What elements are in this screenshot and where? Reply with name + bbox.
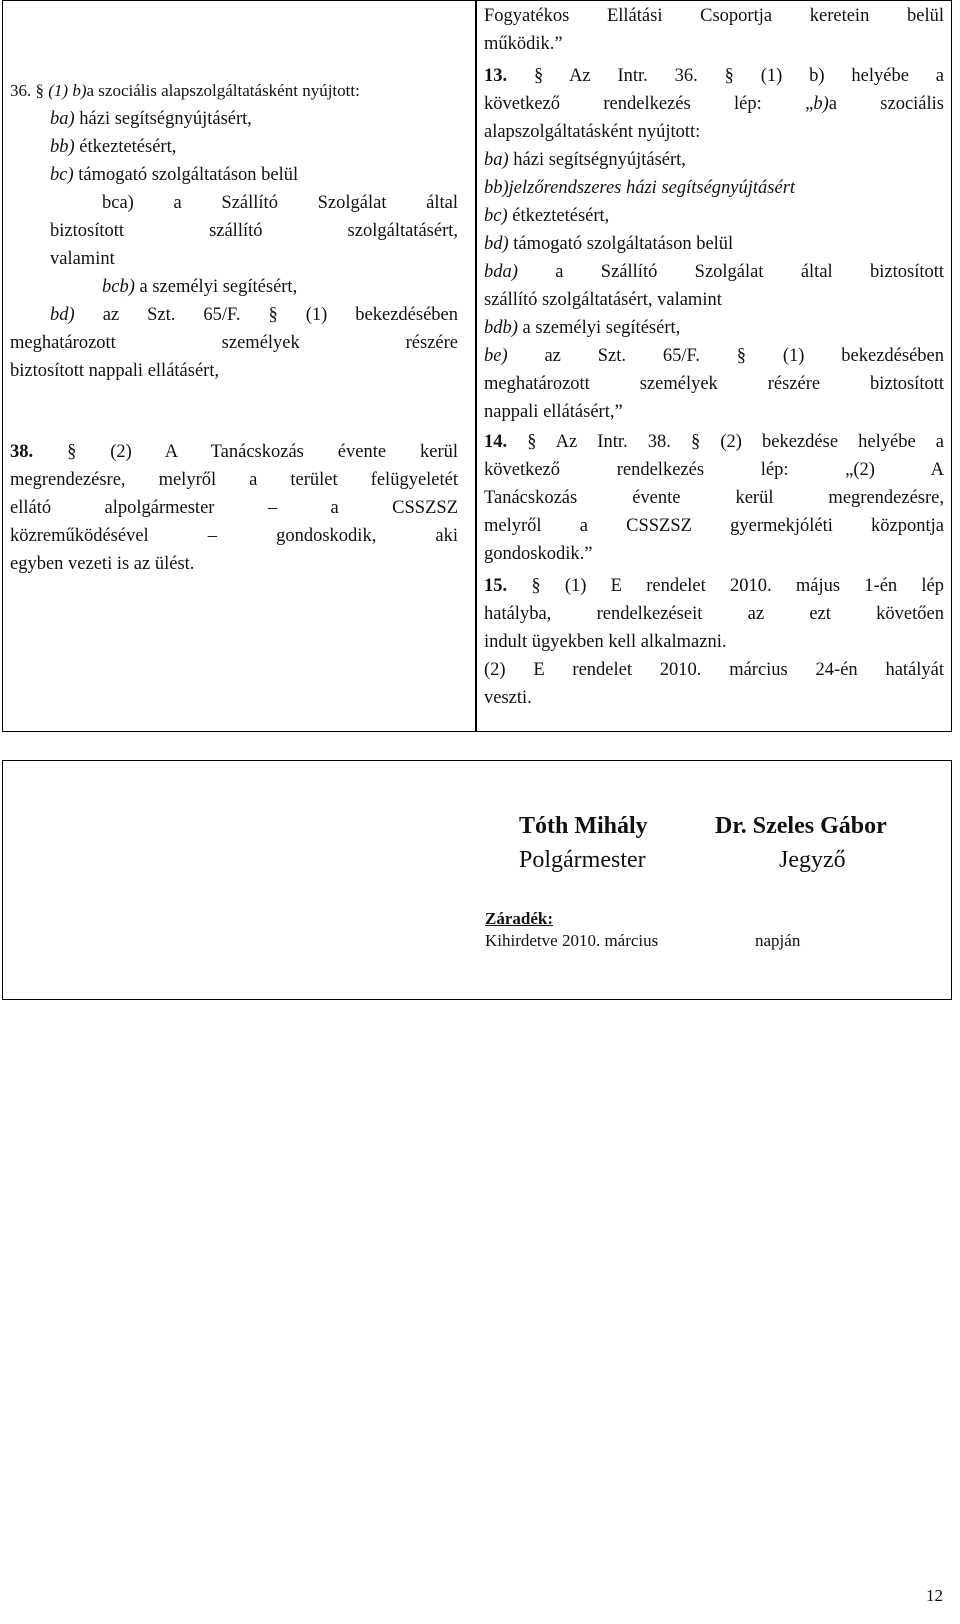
p13-item-bda (484, 258, 944, 287)
section-number: 36. (10, 81, 32, 100)
paragraph-text: a szociális (828, 94, 944, 114)
paragraph-number: 15. (484, 576, 508, 596)
item-text: házi segítségnyújtásért, (79, 109, 252, 129)
paragraph-text: § Az Intr. 36. § (1) b) helyébe a (533, 66, 944, 86)
section-number: 38. (10, 442, 34, 462)
page-number: 12 (926, 1586, 943, 1605)
item-bc (50, 161, 298, 190)
section-38-line5: egyben vezeti is az ülést. (10, 554, 195, 574)
section-38-line3: ellátó alpolgármester – a CSSZSZ (10, 498, 458, 518)
p14-line5: gondoskodik.” (484, 544, 593, 564)
p15-line3: indult ügyekben kell alkalmazni. (484, 632, 727, 652)
announcement-text: Kihirdetve 2010. március (485, 931, 659, 950)
right-top-line2: működik.” (484, 34, 563, 54)
item-bca-line3: valamint (50, 249, 115, 269)
mayor-title: Polgármester (519, 847, 646, 873)
item-label: ba) (50, 109, 75, 129)
item-label: bda) (484, 262, 518, 282)
item-bb (50, 133, 176, 162)
item-bd-line1 (50, 301, 458, 330)
p13-line3: alapszolgáltatásként nyújtott: (484, 122, 701, 142)
intro-text: a szociális alapszolgáltatásként nyújtott: (86, 81, 360, 100)
paragraph-number: 13. (484, 66, 508, 86)
p13-item-bda-line2: szállító szolgáltatásért, valamint (484, 290, 722, 310)
section-38-line4: közreműködésével – gondoskodik, aki (10, 526, 458, 546)
section-38-line2: megrendezésre, melyről a terület felügyeletét (10, 470, 458, 490)
p13-line1 (484, 62, 944, 91)
section-sign: § (35, 81, 44, 100)
p13-line2 (484, 90, 944, 119)
item-text: házi segítségnyújtásért, (513, 150, 686, 170)
item-label: bc) (484, 206, 508, 226)
item-ba (50, 105, 252, 134)
p13-item-bd (484, 230, 733, 259)
item-text: az Szt. 65/F. § (1) bekezdésében (544, 346, 944, 366)
item-label: bd) (484, 234, 509, 254)
p15-line2: hatályba, rendelkezéseit az ezt követően (484, 604, 944, 624)
section-text: § (2) A Tanácskozás évente kerül (67, 442, 459, 462)
p15-line4: (2) E rendelet 2010. március 24-én hatályát (484, 660, 944, 680)
item-bcb (102, 273, 297, 302)
paragraph-text: § Az Intr. 38. § (2) bekezdése helyébe a (527, 432, 944, 452)
item-text: a személyi segítésért, (139, 277, 298, 297)
item-text: az Szt. 65/F. § (1) bekezdésében (102, 305, 458, 325)
notary-title: Jegyző (779, 847, 846, 873)
item-label: bd) (50, 305, 75, 325)
mayor-name: Tóth Mihály (519, 813, 648, 839)
item-text: étkeztetésért, (512, 206, 610, 226)
p13-item-bb: bb)jelzőrendszeres házi segítségnyújtásért (484, 178, 796, 198)
item-label: bcb) (102, 277, 135, 297)
item-bd-line3: biztosított nappali ellátásért, (10, 361, 220, 381)
item-label: bc) (50, 165, 74, 185)
right-top-line1: Fogyatékos Ellátási Csoportja keretein belül (484, 6, 944, 26)
p15-line5: veszti. (484, 688, 532, 708)
p13-item-be (484, 342, 944, 371)
item-bca-line2: biztosított szállító szolgáltatásért, (50, 221, 458, 241)
p15-line1 (484, 572, 944, 601)
item-text: a Szállító Szolgálat által biztosított (555, 262, 945, 282)
item-text: a személyi segítésért, (522, 318, 681, 338)
clause-label: Záradék: (485, 909, 553, 928)
p14-line2: következő rendelkezés lép: „(2) A (484, 460, 944, 480)
section-ref: (1) b) (48, 81, 87, 100)
item-label: ba) (484, 150, 509, 170)
p13-item-be-line2: meghatározott személyek részére biztosított (484, 374, 944, 394)
p13-item-bdb (484, 314, 680, 343)
p13-item-be-line3: nappali ellátásért,” (484, 402, 623, 422)
p14-line1 (484, 428, 944, 457)
section-38-line1 (10, 438, 458, 467)
section-36-intro (10, 80, 360, 102)
paragraph-text: § (1) E rendelet 2010. május 1-én lép (531, 576, 945, 596)
item-label: bb) (50, 137, 75, 157)
item-label: bdb) (484, 318, 518, 338)
p14-line3: Tanácskozás évente kerül megrendezésre, (484, 488, 944, 508)
notary-name: Dr. Szeles Gábor (715, 813, 887, 839)
item-text: támogató szolgáltatáson belül (513, 234, 734, 254)
p13-item-ba (484, 146, 686, 175)
item-text: étkeztetésért, (79, 137, 177, 157)
item-bca-line1: bca) a Szállító Szolgálat által (102, 193, 458, 213)
paragraph-number: 14. (484, 432, 508, 452)
announcement-day-suffix: napján (755, 931, 801, 950)
item-label: be) (484, 346, 508, 366)
p14-line4: melyről a CSSZSZ gyermekjóléti központja (484, 516, 944, 536)
item-bd-line2: meghatározott személyek részére (10, 333, 458, 353)
item-text: támogató szolgáltatáson belül (78, 165, 299, 185)
item-label: b) (813, 94, 829, 114)
signature-box (2, 760, 952, 1000)
paragraph-text: következő rendelkezés lép: „ (484, 94, 814, 114)
p13-item-bc (484, 202, 609, 231)
